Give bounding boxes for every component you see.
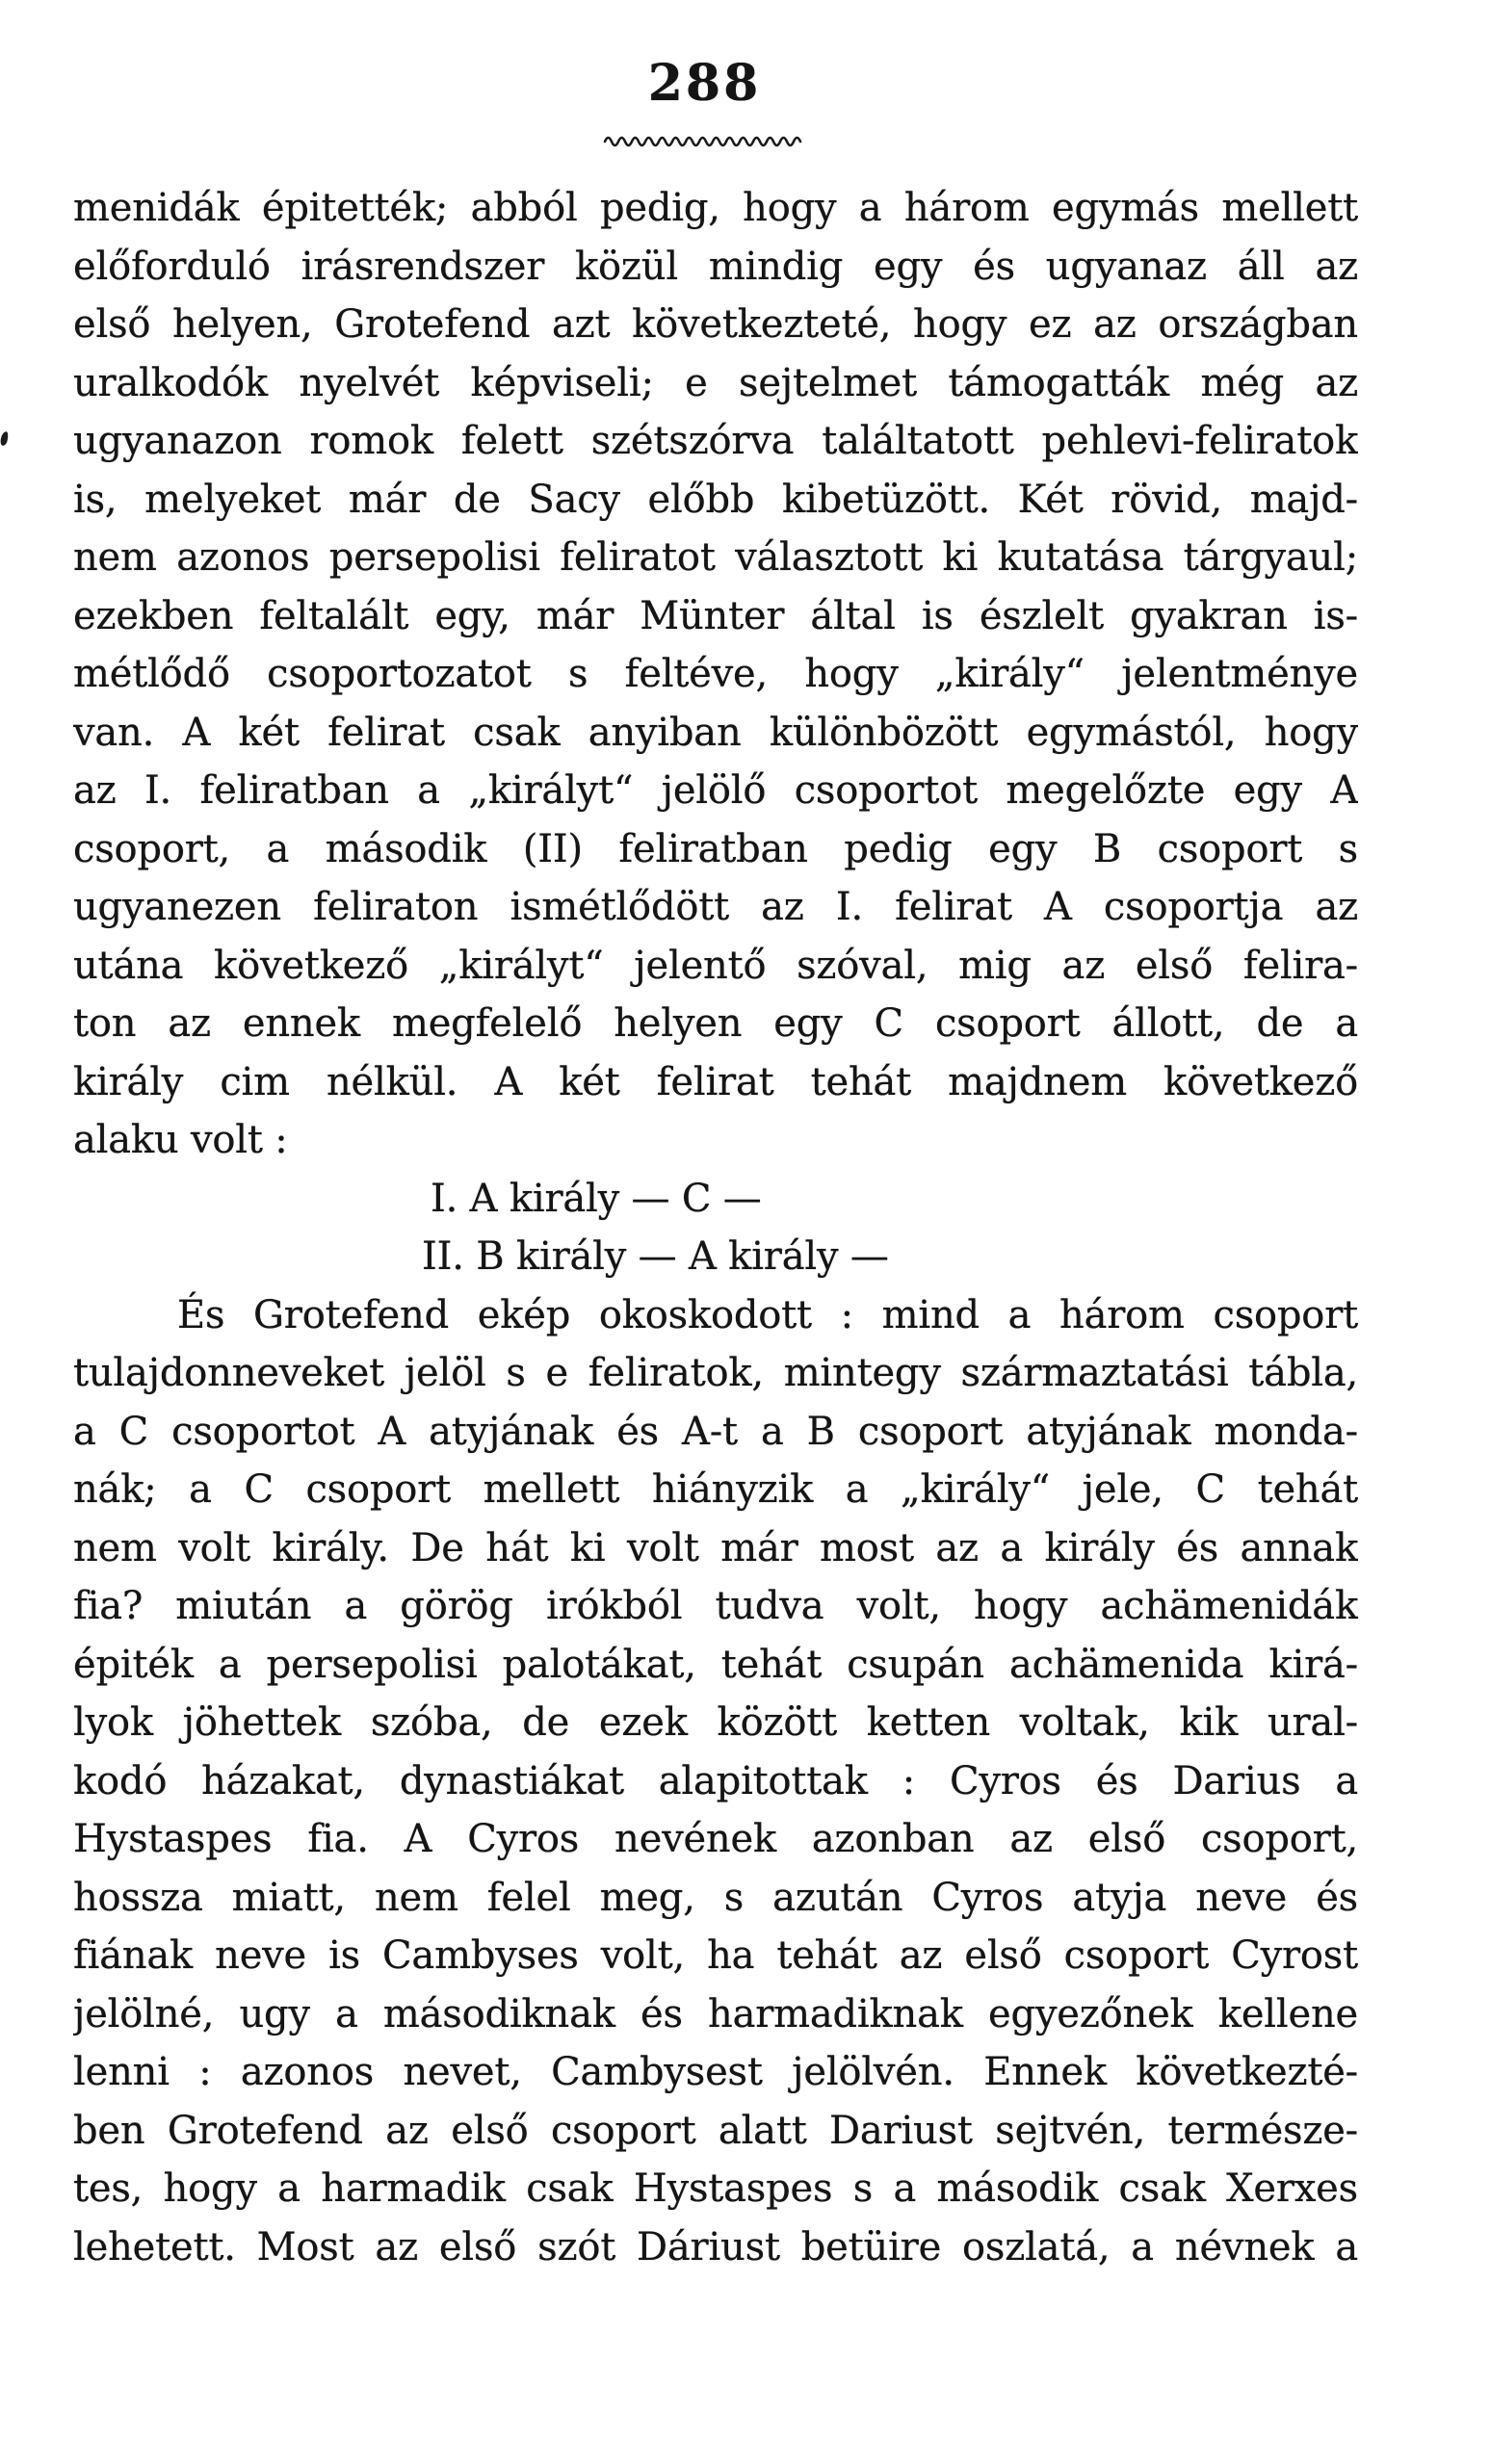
text-line: csoport, a második (II) feliratban pedig egy B csoport s: [73, 826, 1358, 871]
squiggle-ornament: [603, 131, 807, 148]
text-line: ugyanazon romok felett szétszórva találtatott pehlevi-feliratok: [73, 419, 1358, 463]
text-line: tes, hogy a harmadik csak Hystaspes s a második csak Xerxes: [73, 2166, 1358, 2211]
text-line: a C csoportot A atyjának és A-t a B csoport atyjának monda-: [73, 1409, 1358, 1454]
text-line: ben Grotefend az első csoport alatt Dariust sejtvén, természe-: [73, 2108, 1358, 2153]
text-line: fiának neve is Cambyses volt, ha tehát az első csoport Cyrost: [73, 1933, 1358, 1978]
text-line: métlődő csoportozatot s feltéve, hogy „király“ jelentménye: [73, 652, 1358, 696]
text-line: az I. feliratban a „királyt“ jelölő csoportot megelőzte egy A: [73, 768, 1358, 813]
text-line: fia? miután a görög irókból tudva volt, hogy achämenidák: [73, 1584, 1358, 1628]
text-line: is, melyeket már de Sacy előbb kibetüzött. Két rövid, majd-: [73, 477, 1358, 522]
text-line: lyok jöhettek szóba, de ezek között ketten voltak, kik ural-: [73, 1700, 1358, 1745]
text-line: első helyen, Grotefend azt következteté, hogy ez az országban: [73, 302, 1358, 347]
text-line: II. B király — A király —: [422, 1234, 889, 1279]
text-line: lehetett. Most az első szót Dáriust betüire oszlatá, a névnek a: [73, 2224, 1358, 2269]
text-line: nem azonos persepolisi feliratot választott ki kutatása tárgyaul;: [73, 535, 1358, 580]
text-line: hossza miatt, nem felel meg, s azután Cyros atyja neve és: [73, 1875, 1358, 1920]
text-line: épiték a persepolisi palotákat, tehát csupán achämenida kirá-: [73, 1642, 1358, 1687]
text-line: lenni : azonos nevet, Cambysest jelölvén. Ennek következté-: [73, 2050, 1358, 2094]
text-line: van. A két felirat csak anyiban különbözött egymástól, hogy: [73, 710, 1358, 755]
text-line: Hystaspes fia. A Cyros nevének azonban az első csoport,: [73, 1817, 1358, 1861]
text-line: menidák épitették; abból pedig, hogy a három egymás mellett: [73, 186, 1358, 230]
text-line: tulajdonneveket jelöl s e feliratok, mintegy származtatási tábla,: [73, 1351, 1358, 1395]
text-line: nem volt király. De hát ki volt már most az a király és annak: [73, 1525, 1358, 1570]
scan-artifact: [0, 430, 9, 446]
text-line: kodó házakat, dynastiákat alapitottak : Cyros és Darius a: [73, 1758, 1358, 1803]
text-line: jelölné, ugy a másodiknak és harmadiknak egyezőnek kellene: [73, 1991, 1358, 2036]
text-line: ton az ennek megfelelő helyen egy C csoport állott, de a: [73, 1001, 1358, 1046]
text-line: előforduló irásrendszer közül mindig egy és ugyanaz áll az: [73, 244, 1358, 289]
text-line: alaku volt :: [73, 1118, 288, 1162]
text-line: ugyanezen feliraton ismétlődött az I. felirat A csoportja az: [73, 885, 1358, 929]
text-line: I. A király — C —: [431, 1176, 762, 1221]
text-line: És Grotefend ekép okoskodott : mind a három csoport: [177, 1292, 1358, 1337]
body-text: [73, 179, 1358, 2276]
page-header: [0, 0, 1450, 152]
page-number: 288: [647, 54, 762, 113]
text-line: ezekben feltalált egy, már Münter által is észlelt gyakran is-: [73, 593, 1358, 638]
text-line: utána következő „királyt“ jelentő szóval, mig az első felira-: [73, 943, 1358, 988]
text-line: király cim nélkül. A két felirat tehát majdnem következő: [73, 1059, 1358, 1104]
text-line: uralkodók nyelvét képviseli; e sejtelmet támogatták még az: [73, 360, 1358, 405]
text-line: nák; a C csoport mellett hiányzik a „király“ jele, C tehát: [73, 1467, 1358, 1512]
